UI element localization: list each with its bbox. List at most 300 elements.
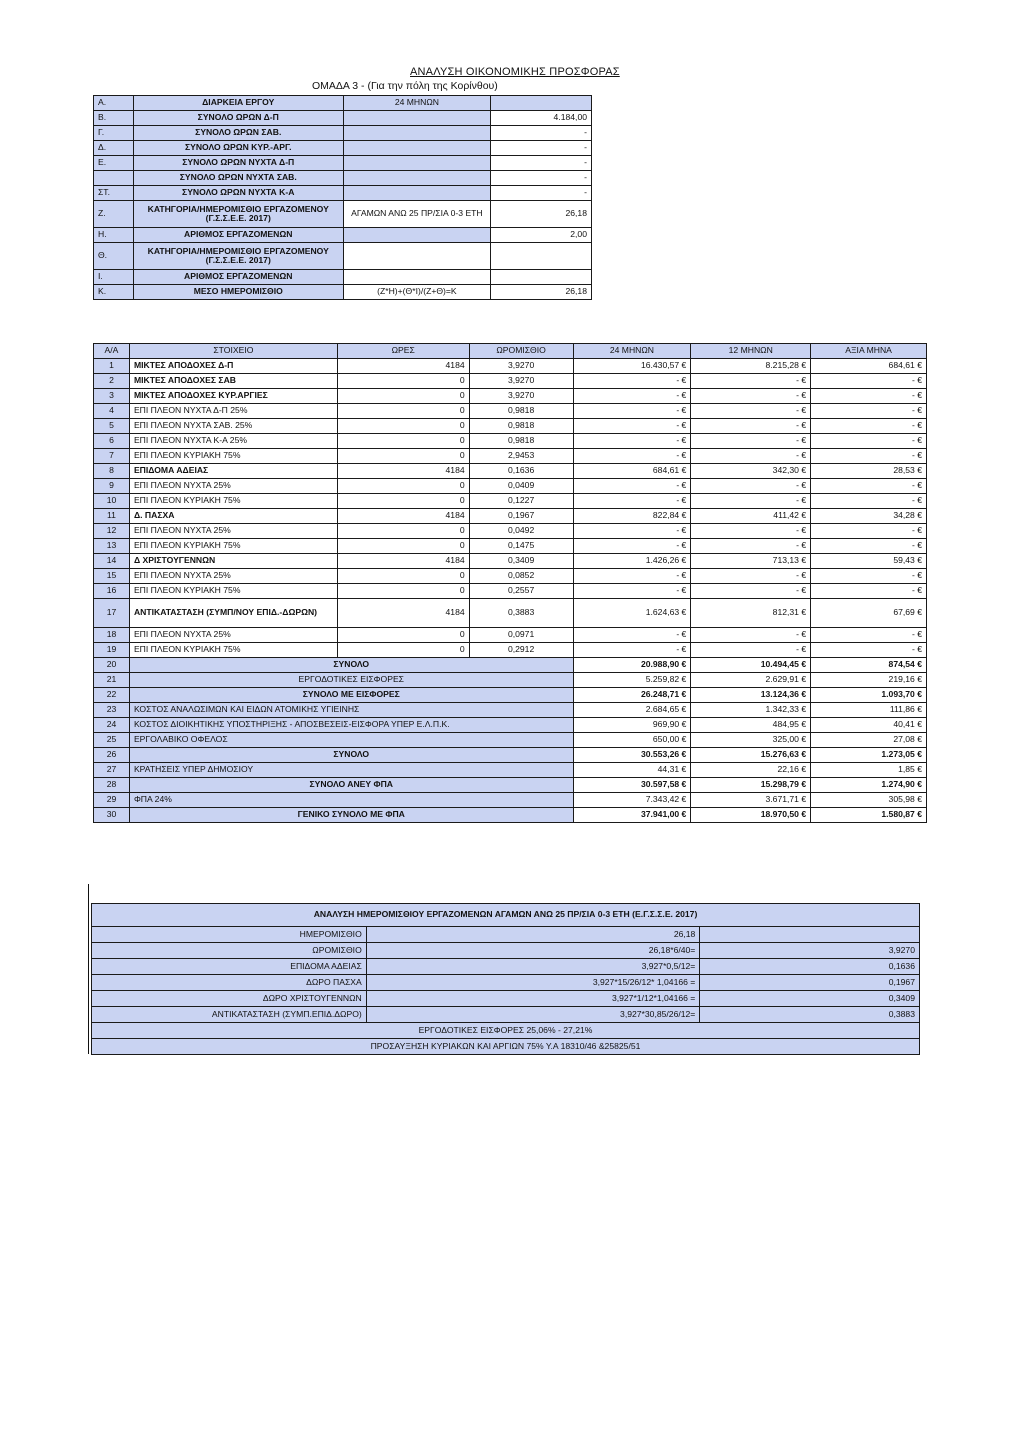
row-24-months: 650,00 € [573,733,691,748]
row-monthly: - € [811,449,927,464]
row-12-months: - € [691,539,811,554]
wage-row [92,943,920,959]
row-item: ΜΙΚΤΕΣ ΑΠΟΔΟΧΕΣ Δ-Π [129,359,337,374]
row-rate: 3,9270 [469,359,573,374]
row-monthly: - € [811,643,927,658]
summary-mid [343,111,491,126]
summary-code: Ζ. [94,201,134,228]
row-number: 17 [94,599,130,628]
summary-row [94,126,592,141]
row-item: ΕΠΙ ΠΛΕΟΝ ΚΥΡΙΑΚΗ 75% [129,643,337,658]
row-rate: 0,0971 [469,628,573,643]
row-12-months: 713,13 € [691,554,811,569]
summary-label: ΣΥΝΟΛΟ ΩΡΩΝ ΝΥΧΤΑ Κ-Α [133,186,343,201]
row-24-months: - € [573,389,691,404]
summary-row [94,96,592,111]
row-rate: 0,1636 [469,464,573,479]
total-label: ΣΥΝΟΛΟ ΜΕ ΕΙΣΦΟΡΕΣ [129,688,573,703]
wage-value: 0,1967 [700,975,920,991]
row-monthly: 34,28 € [811,509,927,524]
summary-code: Α. [94,96,134,111]
row-number: 9 [94,479,130,494]
summary-code: Ι. [94,270,134,285]
summary-row [94,270,592,285]
row-number: 3 [94,389,130,404]
summary-label: ΑΡΙΘΜΟΣ ΕΡΓΑΖΟΜΕΝΩΝ [133,270,343,285]
summary-code: Ε. [94,156,134,171]
row-24-months: 5.259,82 € [573,673,691,688]
row-item: ΕΠΙ ΠΛΕΟΝ ΝΥΧΤΑ Δ-Π 25% [129,404,337,419]
row-number: 24 [94,718,130,733]
row-hours: 0 [337,494,469,509]
row-item: ΑΝΤΙΚΑΤΑΣΤΑΣΗ (ΣΥΜΠ/ΝΟΥ ΕΠΙΔ.-ΔΩΡΩΝ) [129,599,337,628]
total-row [94,808,927,823]
wage-label: ΔΩΡΟ ΧΡΙΣΤΟΥΓΕΝΝΩΝ [92,991,367,1007]
row-rate: 0,9818 [469,404,573,419]
summary-mid [343,141,491,156]
total-row [94,733,927,748]
row-hours: 4184 [337,554,469,569]
row-hours: 4184 [337,599,469,628]
table-row [94,569,927,584]
row-12-months: 15.276,63 € [691,748,811,763]
table-row [94,584,927,599]
wage-label: ΗΜΕΡΟΜΙΣΘΙΟ [92,927,367,943]
wage-row [92,991,920,1007]
row-24-months: - € [573,569,691,584]
page-title: ΑΝΑΛΥΣΗ ΟΙΚΟΝΟΜΙΚΗΣ ΠΡΟΣΦΟΡΑΣ [410,66,620,78]
row-number: 27 [94,763,130,778]
col-header: ΩΡΟΜΙΣΘΙΟ [469,344,573,359]
row-monthly: 28,53 € [811,464,927,479]
total-label: ΣΥΝΟΛΟ [129,658,573,673]
summary-value: - [491,126,592,141]
wage-value: 0,3409 [700,991,920,1007]
row-12-months: - € [691,434,811,449]
row-item: Δ. ΠΑΣΧΑ [129,509,337,524]
row-number: 11 [94,509,130,524]
wage-value: 0,3883 [700,1007,920,1023]
total-row [94,703,927,718]
col-header: ΑΞΙΑ ΜΗΝΑ [811,344,927,359]
row-item: ΕΠΙ ΠΛΕΟΝ ΚΥΡΙΑΚΗ 75% [129,494,337,509]
summary-mid: (Ζ*Η)+(Θ*Ι)/(Ζ+Θ)=Κ [343,285,491,300]
row-number: 2 [94,374,130,389]
summary-code: ΣΤ. [94,186,134,201]
row-hours: 0 [337,524,469,539]
row-number: 19 [94,643,130,658]
summary-row [94,111,592,126]
summary-mid [343,126,491,141]
col-header: 24 ΜΗΝΩΝ [573,344,691,359]
row-number: 25 [94,733,130,748]
row-monthly: 305,98 € [811,793,927,808]
row-number: 12 [94,524,130,539]
row-item: ΜΙΚΤΕΣ ΑΠΟΔΟΧΕΣ ΚΥΡ.ΑΡΓΙΕΣ [129,389,337,404]
row-item: ΕΠΙ ΠΛΕΟΝ ΝΥΧΤΑ ΣΑΒ. 25% [129,419,337,434]
table-row [94,374,927,389]
row-item: ΕΠΙ ΠΛΕΟΝ ΝΥΧΤΑ 25% [129,524,337,539]
row-hours: 0 [337,569,469,584]
row-number: 20 [94,658,130,673]
row-12-months: 18.970,50 € [691,808,811,823]
row-rate: 0,2912 [469,643,573,658]
cost-table-header [94,344,927,359]
row-12-months: - € [691,479,811,494]
total-row [94,688,927,703]
row-24-months: 16.430,57 € [573,359,691,374]
row-hours: 0 [337,643,469,658]
summary-value: 26,18 [491,285,592,300]
divider [88,884,89,1054]
page-subtitle: ΟΜΑΔΑ 3 - (Για την πόλη της Κορίνθου) [312,80,498,92]
table-row [94,464,927,479]
row-hours: 4184 [337,464,469,479]
col-header: ΣΤΟΙΧΕΙΟ [129,344,337,359]
row-12-months: 812,31 € [691,599,811,628]
row-hours: 0 [337,374,469,389]
row-rate: 0,1227 [469,494,573,509]
row-number: 18 [94,628,130,643]
summary-label: ΣΥΝΟΛΟ ΩΡΩΝ ΝΥΧΤΑ ΣΑΒ. [133,171,343,186]
row-12-months: 2.629,91 € [691,673,811,688]
row-12-months: 484,95 € [691,718,811,733]
row-rate: 0,9818 [469,419,573,434]
row-number: 10 [94,494,130,509]
row-item: ΕΠΙ ΠΛΕΟΝ ΝΥΧΤΑ Κ-Α 25% [129,434,337,449]
wage-formula: 26,18 [366,927,700,943]
row-hours: 4184 [337,359,469,374]
row-hours: 0 [337,584,469,599]
summary-mid [343,270,491,285]
row-12-months: - € [691,404,811,419]
wage-note: ΠΡΟΣΑΥΞΗΣΗ ΚΥΡΙΑΚΩΝ ΚΑΙ ΑΡΓΙΩΝ 75% Υ.Α 18310/46 &25825/51 [92,1039,920,1055]
row-number: 4 [94,404,130,419]
wage-label: ΔΩΡΟ ΠΑΣΧΑ [92,975,367,991]
row-rate: 0,0492 [469,524,573,539]
summary-value: - [491,141,592,156]
wage-note: ΕΡΓΟΔΟΤΙΚΕΣ ΕΙΣΦΟΡΕΣ 25,06% - 27,21% [92,1023,920,1039]
summary-mid [343,243,491,270]
summary-value: 2,00 [491,228,592,243]
summary-value: - [491,156,592,171]
summary-mid [343,171,491,186]
row-24-months: - € [573,643,691,658]
row-hours: 0 [337,404,469,419]
summary-label: ΜΕΣΟ ΗΜΕΡΟΜΙΣΘΙΟ [133,285,343,300]
summary-label: ΚΑΤΗΓΟΡΙΑ/ΗΜΕΡΟΜΙΣΘΙΟ ΕΡΓΑΖΟΜΕΝΟΥ (Γ.Σ.Σ.Ε.Ε. 2017) [133,201,343,228]
row-12-months: 325,00 € [691,733,811,748]
row-12-months: 22,16 € [691,763,811,778]
row-item: Δ ΧΡΙΣΤΟΥΓΕΝΝΩΝ [129,554,337,569]
summary-code [94,171,134,186]
row-monthly: - € [811,494,927,509]
summary-value: - [491,171,592,186]
row-number: 5 [94,419,130,434]
row-hours: 0 [337,539,469,554]
row-hours: 0 [337,419,469,434]
row-24-months: 30.553,26 € [573,748,691,763]
row-hours: 0 [337,628,469,643]
row-24-months: - € [573,539,691,554]
summary-row [94,285,592,300]
table-row [94,434,927,449]
row-24-months: 969,90 € [573,718,691,733]
summary-mid: 24 ΜΗΝΩΝ [343,96,491,111]
row-12-months: 8.215,28 € [691,359,811,374]
total-label: ΦΠΑ 24% [129,793,573,808]
wage-value: 3,9270 [700,943,920,959]
row-rate: 0,9818 [469,434,573,449]
wage-note-row [92,1023,920,1039]
row-24-months: - € [573,479,691,494]
row-number: 21 [94,673,130,688]
row-monthly: 874,54 € [811,658,927,673]
row-24-months: 822,84 € [573,509,691,524]
total-row [94,763,927,778]
table-row [94,599,927,628]
row-24-months: 30.597,58 € [573,778,691,793]
total-label: ΚΟΣΤΟΣ ΑΝΑΛΩΣΙΜΩΝ ΚΑΙ ΕΙΔΩΝ ΑΤΟΜΙΚΗΣ ΥΓΙΕΙΝΗΣ [129,703,573,718]
row-monthly: - € [811,524,927,539]
row-monthly: 684,61 € [811,359,927,374]
row-number: 8 [94,464,130,479]
col-header: 12 ΜΗΝΩΝ [691,344,811,359]
row-item: ΕΠΙ ΠΛΕΟΝ ΚΥΡΙΑΚΗ 75% [129,584,337,599]
row-monthly: - € [811,628,927,643]
row-rate: 0,2557 [469,584,573,599]
table-row [94,539,927,554]
summary-row [94,228,592,243]
table-row [94,524,927,539]
total-row [94,718,927,733]
row-24-months: - € [573,434,691,449]
row-24-months: 2.684,65 € [573,703,691,718]
row-monthly: - € [811,389,927,404]
wage-row [92,1007,920,1023]
wage-row [92,959,920,975]
wage-formula: 26,18*6/40= [366,943,700,959]
table-row [94,479,927,494]
summary-table [93,95,592,300]
row-24-months: - € [573,404,691,419]
row-12-months: - € [691,374,811,389]
summary-label: ΚΑΤΗΓΟΡΙΑ/ΗΜΕΡΟΜΙΣΘΙΟ ΕΡΓΑΖΟΜΕΝΟΥ (Γ.Σ.Σ.Ε.Ε. 2017) [133,243,343,270]
row-monthly: - € [811,404,927,419]
row-24-months: - € [573,524,691,539]
row-hours: 0 [337,479,469,494]
wage-formula: 3,927*15/26/12* 1,04166 = [366,975,700,991]
total-label: ΕΡΓΟΛΑΒΙΚΟ ΟΦΕΛΟΣ [129,733,573,748]
row-12-months: - € [691,584,811,599]
row-monthly: 1.273,05 € [811,748,927,763]
row-24-months: 1.624,63 € [573,599,691,628]
wage-label: ΩΡΟΜΙΣΘΙΟ [92,943,367,959]
summary-row [94,171,592,186]
row-12-months: - € [691,524,811,539]
wage-analysis-table [91,903,920,1055]
total-row [94,673,927,688]
row-item: ΕΠΙ ΠΛΕΟΝ ΚΥΡΙΑΚΗ 75% [129,539,337,554]
row-24-months: 7.343,42 € [573,793,691,808]
cost-table [93,343,927,823]
wage-label: ΕΠΙΔΟΜΑ ΑΔΕΙΑΣ [92,959,367,975]
row-24-months: 1.426,26 € [573,554,691,569]
row-monthly: - € [811,584,927,599]
total-row [94,793,927,808]
summary-value: - [491,186,592,201]
col-header: ΩΡΕΣ [337,344,469,359]
table-row [94,419,927,434]
row-12-months: - € [691,569,811,584]
row-monthly: 40,41 € [811,718,927,733]
row-monthly: - € [811,374,927,389]
row-24-months: 20.988,90 € [573,658,691,673]
row-number: 7 [94,449,130,464]
row-rate: 0,0409 [469,479,573,494]
wage-value: 0,1636 [700,959,920,975]
row-rate: 0,1475 [469,539,573,554]
table-row [94,494,927,509]
row-24-months: - € [573,584,691,599]
summary-label: ΑΡΙΘΜΟΣ ΕΡΓΑΖΟΜΕΝΩΝ [133,228,343,243]
summary-mid: ΑΓΑΜΩΝ ΑΝΩ 25 ΠΡ/ΣΙΑ 0-3 ΕΤΗ [343,201,491,228]
summary-label: ΔΙΑΡΚΕΙΑ ΕΡΓΟΥ [133,96,343,111]
row-number: 22 [94,688,130,703]
total-label: ΓΕΝΙΚΟ ΣΥΝΟΛΟ ΜΕ ΦΠΑ [129,808,573,823]
table-row [94,554,927,569]
summary-label: ΣΥΝΟΛΟ ΩΡΩΝ Δ-Π [133,111,343,126]
row-12-months: 411,42 € [691,509,811,524]
wage-formula: 3,927*30,85/26/12= [366,1007,700,1023]
row-monthly: 1.093,70 € [811,688,927,703]
summary-value [491,96,592,111]
row-item: ΕΠΙ ΠΛΕΟΝ ΝΥΧΤΑ 25% [129,479,337,494]
row-number: 29 [94,793,130,808]
total-label: ΕΡΓΟΔΟΤΙΚΕΣ ΕΙΣΦΟΡΕΣ [129,673,573,688]
wage-row [92,975,920,991]
row-monthly: 27,08 € [811,733,927,748]
row-12-months: - € [691,419,811,434]
table-row [94,628,927,643]
row-number: 28 [94,778,130,793]
row-monthly: - € [811,434,927,449]
row-rate: 2,9453 [469,449,573,464]
row-rate: 3,9270 [469,374,573,389]
row-12-months: - € [691,449,811,464]
row-12-months: 342,30 € [691,464,811,479]
summary-code: Γ. [94,126,134,141]
row-monthly: 59,43 € [811,554,927,569]
row-hours: 0 [337,449,469,464]
wage-value [700,927,920,943]
wage-analysis-title: ΑΝΑΛΥΣΗ ΗΜΕΡΟΜΙΣΘΙΟΥ ΕΡΓΑΖΟΜΕΝΩΝ ΑΓΑΜΩΝ ΑΝΩ 25 ΠΡ/ΣΙΑ 0-3 ΕΤΗ (Ε.Γ.Σ.Σ.Ε. 2017) [92,904,920,927]
row-monthly: 1.580,87 € [811,808,927,823]
summary-row [94,201,592,228]
row-number: 16 [94,584,130,599]
row-monthly: - € [811,539,927,554]
summary-row [94,156,592,171]
summary-code: Κ. [94,285,134,300]
col-header: Α/Α [94,344,130,359]
table-row [94,389,927,404]
row-rate: 3,9270 [469,389,573,404]
row-12-months: - € [691,494,811,509]
row-24-months: - € [573,374,691,389]
table-row [94,449,927,464]
row-hours: 0 [337,389,469,404]
row-monthly: - € [811,479,927,494]
row-item: ΕΠΙ ΠΛΕΟΝ ΝΥΧΤΑ 25% [129,569,337,584]
summary-mid [343,228,491,243]
summary-row [94,141,592,156]
row-monthly: 1.274,90 € [811,778,927,793]
row-monthly: 1,85 € [811,763,927,778]
summary-label: ΣΥΝΟΛΟ ΩΡΩΝ ΝΥΧΤΑ Δ-Π [133,156,343,171]
row-12-months: - € [691,643,811,658]
row-item: ΕΠΙ ΠΛΕΟΝ ΝΥΧΤΑ 25% [129,628,337,643]
wage-formula: 3,927*0,5/12= [366,959,700,975]
table-row [94,359,927,374]
summary-label: ΣΥΝΟΛΟ ΩΡΩΝ ΚΥΡ.-ΑΡΓ. [133,141,343,156]
total-row [94,778,927,793]
row-24-months: - € [573,494,691,509]
table-row [94,643,927,658]
row-number: 30 [94,808,130,823]
row-number: 14 [94,554,130,569]
row-number: 1 [94,359,130,374]
summary-code: Δ. [94,141,134,156]
table-row [94,404,927,419]
row-rate: 0,3883 [469,599,573,628]
total-label: ΚΡΑΤΗΣΕΙΣ ΥΠΕΡ ΔΗΜΟΣΙΟΥ [129,763,573,778]
total-row [94,748,927,763]
row-12-months: - € [691,389,811,404]
summary-mid [343,186,491,201]
summary-value: 4.184,00 [491,111,592,126]
row-24-months: - € [573,419,691,434]
row-number: 23 [94,703,130,718]
wage-analysis-title-row [92,904,920,927]
total-label: ΚΟΣΤΟΣ ΔΙΟΙΚΗΤΙΚΗΣ ΥΠΟΣΤΗΡΙΞΗΣ - ΑΠΟΣΒΕΣΕΙΣ-ΕΙΣΦΟΡΑ ΥΠΕΡ Ε.Λ.Π.Κ. [129,718,573,733]
row-12-months: 1.342,33 € [691,703,811,718]
wage-label: ΑΝΤΙΚΑΤΑΣΤΑΣΗ (ΣΥΜΠ.ΕΠΙΔ.ΔΩΡΟ) [92,1007,367,1023]
row-monthly: 219,16 € [811,673,927,688]
row-item: ΕΠΙ ΠΛΕΟΝ ΚΥΡΙΑΚΗ 75% [129,449,337,464]
row-monthly: - € [811,419,927,434]
row-24-months: 684,61 € [573,464,691,479]
summary-code: Β. [94,111,134,126]
total-row [94,658,927,673]
row-12-months: - € [691,628,811,643]
row-number: 6 [94,434,130,449]
row-12-months: 15.298,79 € [691,778,811,793]
summary-code: Η. [94,228,134,243]
row-12-months: 3.671,71 € [691,793,811,808]
wage-note-row [92,1039,920,1055]
summary-label: ΣΥΝΟΛΟ ΩΡΩΝ ΣΑΒ. [133,126,343,141]
row-24-months: - € [573,628,691,643]
row-rate: 0,1967 [469,509,573,524]
row-number: 26 [94,748,130,763]
row-hours: 4184 [337,509,469,524]
row-24-months: - € [573,449,691,464]
row-monthly: 67,69 € [811,599,927,628]
total-label: ΣΥΝΟΛΟ [129,748,573,763]
row-monthly: - € [811,569,927,584]
row-24-months: 44,31 € [573,763,691,778]
row-12-months: 10.494,45 € [691,658,811,673]
